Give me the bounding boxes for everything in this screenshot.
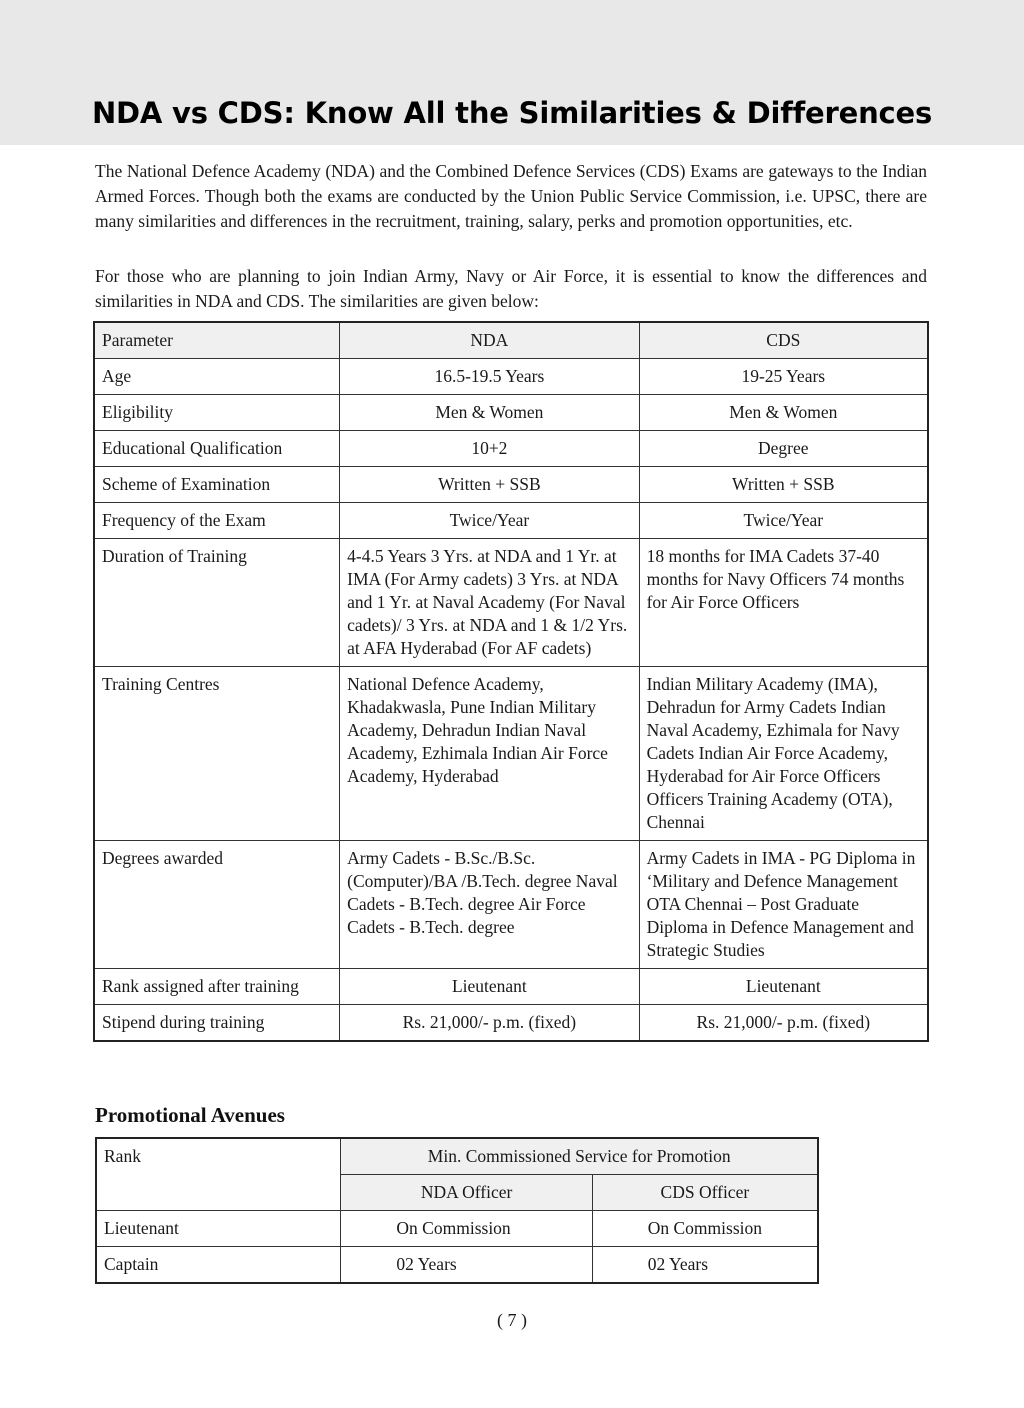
- comparison-table: [93, 321, 929, 1042]
- row-rank: Lieutenant: [96, 1211, 341, 1247]
- row-parameter: Frequency of the Exam: [94, 503, 340, 539]
- page-number: ( 7 ): [497, 1310, 527, 1330]
- row-cds-value: 18 months for IMA Cadets 37-40 months for Navy Officers 74 months for Air Force Officers: [639, 539, 928, 667]
- row-parameter: Degrees awarded: [94, 841, 340, 969]
- row-cds-value: Degree: [639, 431, 928, 467]
- row-nda-value: Men & Women: [340, 395, 639, 431]
- table-row: [94, 841, 928, 969]
- row-parameter: Age: [94, 359, 340, 395]
- row-cds-value: Twice/Year: [639, 503, 928, 539]
- row-parameter: Training Centres: [94, 667, 340, 841]
- row-nda-value: Rs. 21,000/- p.m. (fixed): [340, 1005, 639, 1042]
- promotion-table: [95, 1137, 819, 1284]
- header-min-service: Min. Commissioned Service for Promotion: [341, 1138, 818, 1175]
- row-cds-value: Army Cadets in IMA - PG Diploma in ‘Military and Defence Management OTA Chennai – Post Graduate Diploma in Defence Management and Strategic Studies: [639, 841, 928, 969]
- row-nda-value: Army Cadets - B.Sc./B.Sc. (Computer)/BA /B.Tech. degree Naval Cadets - B.Tech. degree Air Force Cadets - B.Tech. degree: [340, 841, 639, 969]
- row-cds-service: 02 Years: [592, 1247, 818, 1284]
- row-cds-value: Indian Military Academy (IMA), Dehradun for Army Cadets Indian Naval Academy, Ezhimala for Navy Cadets Indian Air Force Academy, Hyderabad for Air Force Officers Officers Training Academy (OTA), Chennai: [639, 667, 928, 841]
- page-title: NDA vs CDS: Know All the Similarities & Differences: [91, 96, 933, 130]
- table-row: [94, 667, 928, 841]
- row-cds-value: 19-25 Years: [639, 359, 928, 395]
- row-cds-value: Men & Women: [639, 395, 928, 431]
- intro-paragraph: The National Defence Academy (NDA) and the Combined Defence Services (CDS) Exams are gateways to the Indian Armed Forces. Though both the exams are conducted by the Union Public Service Commission, i.e. UPSC, there are many similarities and differences in the recruitment, training, salary, perks and promotion opportunities, etc.: [95, 161, 927, 231]
- table-header-row: [96, 1138, 818, 1175]
- row-parameter: Scheme of Examination: [94, 467, 340, 503]
- row-nda-value: Twice/Year: [340, 503, 639, 539]
- row-nda-value: National Defence Academy, Khadakwasla, Pune Indian Military Academy, Dehradun Indian Naval Academy, Ezhimala Indian Air Force Academy, Hyderabad: [340, 667, 639, 841]
- row-nda-value: 10+2: [340, 431, 639, 467]
- table-row: [94, 1005, 928, 1042]
- row-nda-service: 02 Years: [341, 1247, 592, 1284]
- section-heading-promotional: Promotional Avenues: [95, 1103, 285, 1127]
- row-parameter: Stipend during training: [94, 1005, 340, 1042]
- table-row: [94, 969, 928, 1005]
- table-row: [96, 1211, 818, 1247]
- row-rank: Captain: [96, 1247, 341, 1284]
- row-parameter: Duration of Training: [94, 539, 340, 667]
- row-nda-value: Lieutenant: [340, 969, 639, 1005]
- table-row: [94, 503, 928, 539]
- header-cds: CDS: [639, 322, 928, 359]
- header-cds-officer: CDS Officer: [592, 1175, 818, 1211]
- row-parameter: Rank assigned after training: [94, 969, 340, 1005]
- row-nda-value: 4-4.5 Years 3 Yrs. at NDA and 1 Yr. at IMA (For Army cadets) 3 Yrs. at NDA and 1 Yr. at Naval Academy (For Naval cadets)/ 3 Yrs. at NDA and 1 & 1/2 Yrs. at AFA Hyderabad (For AF cadets): [340, 539, 639, 667]
- row-cds-value: Lieutenant: [639, 969, 928, 1005]
- row-cds-value: Written + SSB: [639, 467, 928, 503]
- row-parameter: Educational Qualification: [94, 431, 340, 467]
- row-parameter: Eligibility: [94, 395, 340, 431]
- header-parameter: Parameter: [94, 322, 340, 359]
- table-header-row: [94, 322, 928, 359]
- row-cds-service: On Commission: [592, 1211, 818, 1247]
- table-row: [96, 1247, 818, 1284]
- header-nda-officer: NDA Officer: [341, 1175, 592, 1211]
- header-nda: NDA: [340, 322, 639, 359]
- row-cds-value: Rs. 21,000/- p.m. (fixed): [639, 1005, 928, 1042]
- table-row: [94, 431, 928, 467]
- row-nda-value: Written + SSB: [340, 467, 639, 503]
- row-nda-service: On Commission: [341, 1211, 592, 1247]
- table-row: [94, 395, 928, 431]
- table-row: [94, 359, 928, 395]
- row-nda-value: 16.5-19.5 Years: [340, 359, 639, 395]
- table-row: [94, 539, 928, 667]
- header-rank: Rank: [96, 1138, 341, 1211]
- table-row: [94, 467, 928, 503]
- intro-paragraph: For those who are planning to join Indian Army, Navy or Air Force, it is essential to know the differences and similarities in NDA and CDS. The similarities are given below:: [95, 266, 927, 311]
